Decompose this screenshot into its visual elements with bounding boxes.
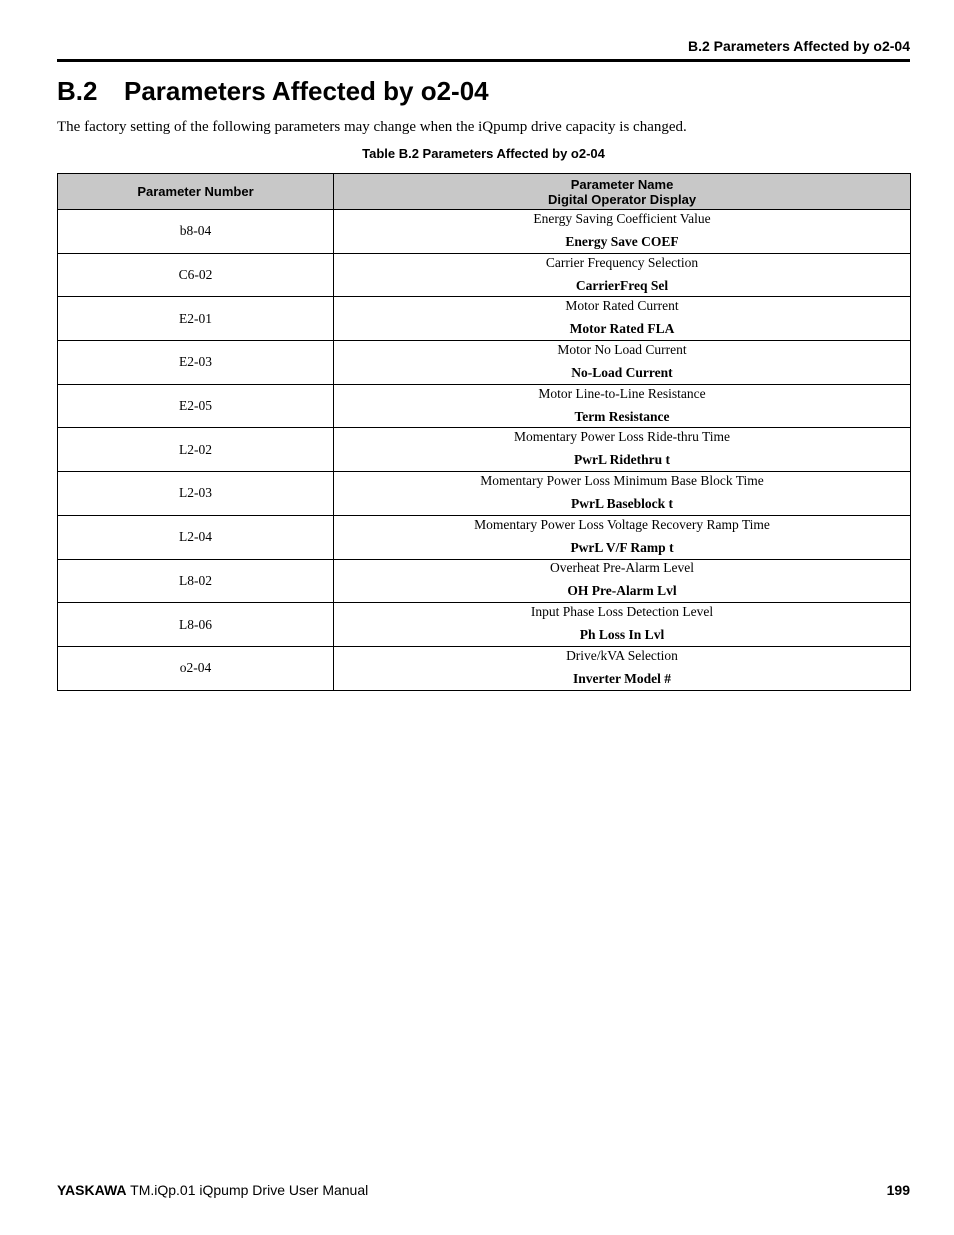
digital-operator-display: OH Pre-Alarm Lvl xyxy=(567,583,677,599)
parameter-name-cell xyxy=(334,472,911,516)
parameter-name-cell xyxy=(334,515,911,559)
parameter-number-cell: b8-04 xyxy=(58,210,334,254)
digital-operator-display: Term Resistance xyxy=(574,408,670,424)
digital-operator-display: Inverter Model # xyxy=(573,670,671,686)
parameter-name-cell xyxy=(334,603,911,647)
table-header-row xyxy=(58,174,911,210)
table-row xyxy=(58,341,911,385)
digital-operator-display: Motor Rated FLA xyxy=(569,321,675,337)
parameter-name-cell xyxy=(334,297,911,341)
parameter-number-cell: E2-03 xyxy=(58,341,334,385)
parameter-number-cell: L8-02 xyxy=(58,559,334,603)
parameter-name: Momentary Power Loss Voltage Recovery Ramp Time xyxy=(474,516,770,532)
page-number: 199 xyxy=(886,1182,910,1198)
header-parameter-name-line1: Parameter Name xyxy=(570,176,674,192)
footer-manual xyxy=(57,1182,368,1198)
digital-operator-display: PwrL Ridethru t xyxy=(574,452,670,468)
table-row xyxy=(58,472,911,516)
digital-operator-display: Ph Loss In Lvl xyxy=(579,627,665,643)
table-row xyxy=(58,646,911,690)
intro-paragraph: The factory setting of the following parameters may change when the iQpump drive capacity is changed. xyxy=(57,119,687,135)
parameter-number-cell: o2-04 xyxy=(58,646,334,690)
parameter-name-cell xyxy=(334,210,911,254)
parameter-name-cell xyxy=(334,428,911,472)
section-title xyxy=(57,76,489,107)
parameter-name-cell xyxy=(334,253,911,297)
parameters-table xyxy=(57,173,911,691)
parameter-number-cell: E2-01 xyxy=(58,297,334,341)
parameter-name: Momentary Power Loss Minimum Base Block Time xyxy=(480,472,764,488)
parameter-number-cell: L2-04 xyxy=(58,515,334,559)
footer-manual-title: TM.iQp.01 iQpump Drive User Manual xyxy=(130,1182,369,1198)
digital-operator-display: CarrierFreq Sel xyxy=(575,277,669,293)
parameter-number-cell: L2-03 xyxy=(58,472,334,516)
header-parameter-number: Parameter Number xyxy=(58,174,334,210)
parameter-name: Carrier Frequency Selection xyxy=(545,254,699,270)
parameter-name: Momentary Power Loss Ride-thru Time xyxy=(514,429,730,445)
table-row xyxy=(58,559,911,603)
table-row xyxy=(58,297,911,341)
header-parameter-name xyxy=(334,174,911,210)
digital-operator-display: Energy Save COEF xyxy=(565,233,679,249)
parameter-number-cell: E2-05 xyxy=(58,384,334,428)
table-caption: Table B.2 Parameters Affected by o2-04 xyxy=(362,146,605,161)
section-heading-text: Parameters Affected by o2-04 xyxy=(124,76,489,106)
section-number: B.2 xyxy=(57,76,98,106)
parameter-name-cell xyxy=(334,341,911,385)
parameter-name: Motor Rated Current xyxy=(565,298,679,314)
table-row xyxy=(58,210,911,254)
digital-operator-display: No-Load Current xyxy=(571,364,673,380)
parameter-name-cell xyxy=(334,559,911,603)
parameter-name-cell xyxy=(334,384,911,428)
footer-brand: YASKAWA xyxy=(57,1182,127,1198)
running-head: B.2 Parameters Affected by o2-04 xyxy=(687,38,910,54)
header-rule xyxy=(57,59,910,62)
parameter-name: Energy Saving Coefficient Value xyxy=(533,210,711,226)
table-row xyxy=(58,515,911,559)
parameter-number-cell: L8-06 xyxy=(58,603,334,647)
parameter-name-cell xyxy=(334,646,911,690)
parameter-name: Input Phase Loss Detection Level xyxy=(530,604,714,620)
digital-operator-display: PwrL Baseblock t xyxy=(570,495,673,511)
parameter-number-cell: C6-02 xyxy=(58,253,334,297)
parameter-number-cell: L2-02 xyxy=(58,428,334,472)
table-row xyxy=(58,384,911,428)
table-body xyxy=(58,210,911,691)
parameter-name: Drive/kVA Selection xyxy=(566,647,678,663)
digital-operator-display: PwrL V/F Ramp t xyxy=(570,539,674,555)
parameter-name: Motor No Load Current xyxy=(557,341,687,357)
parameter-name: Overheat Pre-Alarm Level xyxy=(550,560,694,576)
table-row xyxy=(58,253,911,297)
table-row xyxy=(58,603,911,647)
header-parameter-name-line2: Digital Operator Display xyxy=(547,191,697,207)
table-row xyxy=(58,428,911,472)
parameter-name: Motor Line-to-Line Resistance xyxy=(538,385,706,401)
